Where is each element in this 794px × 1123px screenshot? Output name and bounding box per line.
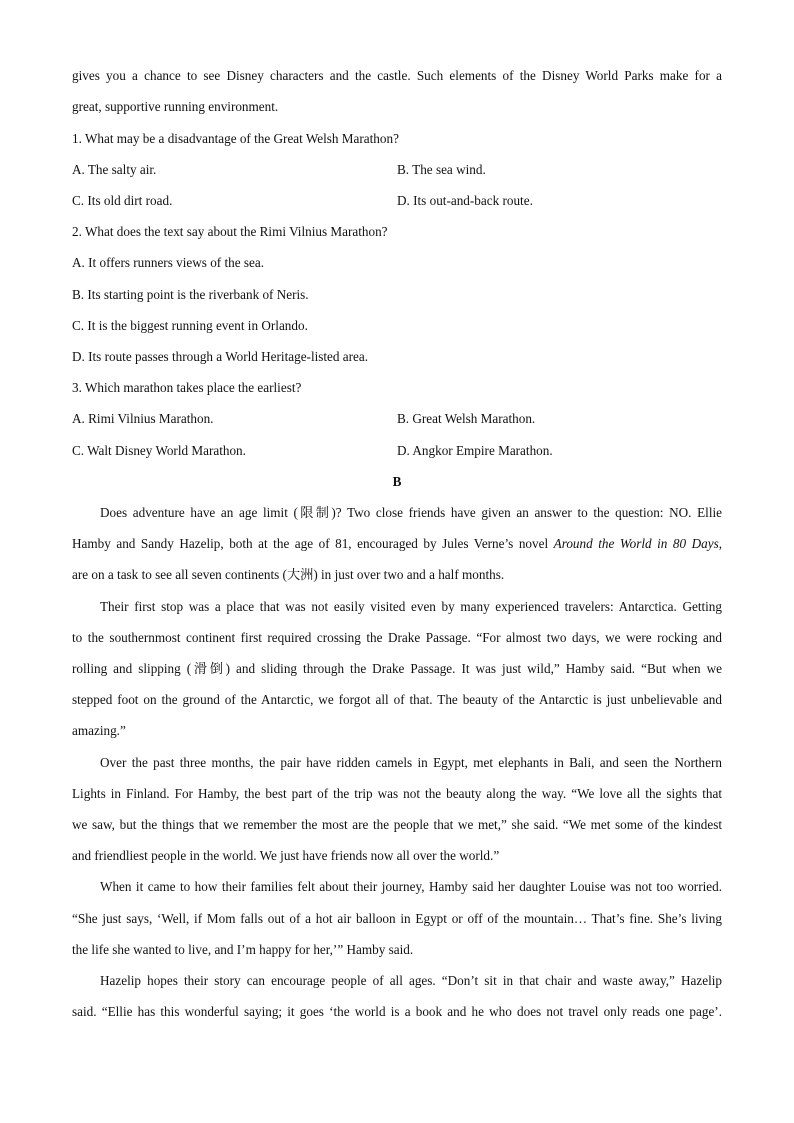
option-d: D. Its route passes through a World Heritage-listed area. — [72, 349, 369, 364]
text-line: great, supportive running environment. — [72, 99, 279, 114]
paragraph-line: and friendliest people in the world. We just have friends now all over the world.” — [72, 848, 500, 863]
paragraph-line: Hazelip hopes their story can encourage people of all ages. “Don’t sit in that chair and waste away,” Hazelip — [100, 973, 722, 988]
option-a: A. The salty air. — [72, 162, 157, 177]
paragraph-line — [72, 535, 722, 553]
text-span: Hamby and Sandy Hazelip, both at the age of 81, encouraged by Jules Verne’s novel — [72, 536, 554, 551]
paragraph-line: to the southernmost continent first required crossing the Drake Passage. “For almost two days, we were rocking and — [72, 630, 722, 645]
question-stem: 1. What may be a disadvantage of the Great Welsh Marathon? — [72, 131, 399, 146]
paragraph-line: the life she wanted to live, and I’m happy for her,’” Hamby said. — [72, 942, 414, 957]
paragraph-line: When it came to how their families felt about their journey, Hamby said her daughter Louise was not too worried. — [100, 879, 722, 894]
text-line: gives you a chance to see Disney characters and the castle. Such elements of the Disney World Parks make for a — [72, 68, 722, 83]
paragraph-line: rolling and slipping (滑倒) and sliding through the Drake Passage. It was just wild,” Hamby said. “But when we — [72, 661, 722, 676]
option-b: B. Its starting point is the riverbank of Neris. — [72, 287, 309, 302]
option-c: C. Walt Disney World Marathon. — [72, 443, 246, 458]
option-b: B. The sea wind. — [397, 162, 486, 177]
paragraph-line: stepped foot on the ground of the Antarctic, we forgot all of that. The beauty of the Antarctic is just unbelievable and — [72, 692, 722, 707]
question-stem: 2. What does the text say about the Rimi Vilnius Marathon? — [72, 224, 388, 239]
option-c: C. It is the biggest running event in Orlando. — [72, 318, 308, 333]
option-d: D. Its out-and-back route. — [397, 193, 533, 208]
paragraph-line: Over the past three months, the pair have ridden camels in Egypt, met elephants in Bali, and seen the Northern — [100, 755, 722, 770]
question-stem: 3. Which marathon takes place the earliest? — [72, 380, 302, 395]
option-c: C. Its old dirt road. — [72, 193, 173, 208]
paragraph-line: Their first stop was a place that was not easily visited even by many experienced travelers: Antarctica. Getting — [100, 599, 722, 614]
paragraph-line: said. “Ellie has this wonderful saying; it goes ‘the world is a book and he who does not travel only reads one page’. — [72, 1004, 722, 1019]
paragraph-line: are on a task to see all seven continents (大洲) in just over two and a half months. — [72, 567, 505, 582]
paragraph-line: we saw, but the things that we remember the most are the people that we met,” she said. “We met some of the kindest — [72, 817, 722, 832]
option-a: A. Rimi Vilnius Marathon. — [72, 411, 214, 426]
option-d: D. Angkor Empire Marathon. — [397, 443, 553, 458]
paragraph-line: Lights in Finland. For Hamby, the best part of the trip was not the beauty along the way. “We love all the sights that — [72, 786, 722, 801]
paragraph-line: amazing.” — [72, 723, 126, 738]
paragraph-line: “She just says, ‘Well, if Mom falls out of a hot air balloon in Egypt or off of the mountain… That’s fine. She’s living — [72, 911, 722, 926]
text-span: , — [718, 536, 722, 551]
book-title: Around the World in 80 Days — [553, 536, 719, 551]
option-a: A. It offers runners views of the sea. — [72, 255, 265, 270]
section-heading: B — [392, 474, 402, 489]
option-b: B. Great Welsh Marathon. — [397, 411, 536, 426]
paragraph-line: Does adventure have an age limit (限制)? Two close friends have given an answer to the question: NO. Ellie — [100, 505, 722, 520]
